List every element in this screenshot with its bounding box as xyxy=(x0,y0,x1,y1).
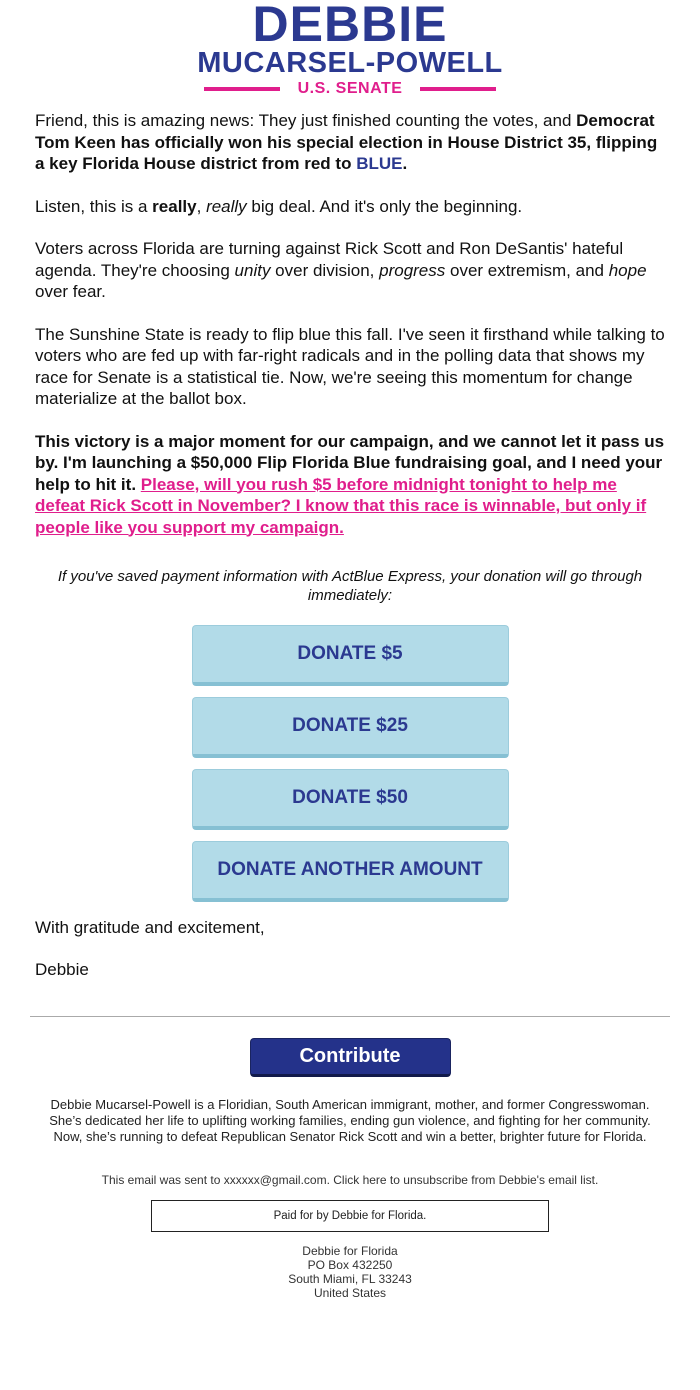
contribute-row xyxy=(0,1038,700,1077)
footer-divider xyxy=(30,1016,670,1017)
address-line-2: PO Box 432250 xyxy=(307,1258,393,1272)
logo-first-name: DEBBIE xyxy=(252,0,448,52)
paragraph-5 xyxy=(35,431,665,539)
paragraph-1 xyxy=(35,110,665,175)
donate-50-button[interactable]: DONATE $50 xyxy=(192,769,509,830)
closing-line: With gratitude and excitement, xyxy=(35,918,265,937)
p3-text-3: over extremism, and xyxy=(445,260,609,280)
address-line-4: United States xyxy=(313,1286,387,1300)
p1-blue-word: BLUE xyxy=(356,154,403,173)
p1-period: . xyxy=(402,154,408,173)
logo-rule-right xyxy=(420,87,496,91)
paragraph-2 xyxy=(35,196,665,218)
candidate-bio: Debbie Mucarsel-Powell is a Floridian, South American immigrant, mother, and former Congresswoman. She’s dedicated her life to uplifting working families, ending gun violence, and fighting for her community. Now, she’s running to defeat Republican Senator Rick Scott and win a better, brighter future for Florida. xyxy=(49,1097,651,1144)
p3-text-2: over division, xyxy=(270,260,380,280)
donate-button-list xyxy=(0,625,700,913)
p2-text-1: Listen, this is a xyxy=(35,196,153,216)
closing xyxy=(0,917,700,980)
p3-italic-1: unity xyxy=(234,260,271,280)
donate-25-button[interactable]: DONATE $25 xyxy=(192,697,509,758)
campaign-logo xyxy=(0,0,700,102)
donate-5-button[interactable]: DONATE $5 xyxy=(192,625,509,686)
unsubscribe-notice[interactable]: This email was sent to xxxxxx@gmail.com. Click here to unsubscribe from Debbie's email list. xyxy=(101,1173,599,1187)
p2-bold: really xyxy=(152,196,197,216)
logo-office xyxy=(204,79,496,97)
p2-text-3: big deal. And it's only the beginning. xyxy=(246,196,523,216)
p1-bold: Democrat Tom Keen has officially won his special election in House District 35, flipping a key Florida House district from red to xyxy=(35,111,658,173)
p5-bold: This victory is a major moment for our campaign, and we cannot let it pass us by. I'm launching a $50,000 Flip Florida Blue fundraising goal, and I need your help to hit it. xyxy=(35,431,665,494)
paragraph-4: The Sunshine State is ready to flip blue this fall. I've seen it firsthand while talking to voters who are fed up with far-right radicals and in the polling data that shows my race for Senate is a statistical tie. Now, we're seeing this momentum for change materialize at the ballot box. xyxy=(35,324,665,408)
actblue-express-note: If you've saved payment information with ActBlue Express, your donation will go through immediately: xyxy=(57,568,643,604)
mailing-address xyxy=(0,1244,700,1300)
paid-for-disclaimer: Paid for by Debbie for Florida. xyxy=(151,1200,549,1232)
p3-text-1: Voters across Florida are turning against Rick Scott and Ron DeSantis' hateful agenda. They're choosing xyxy=(35,239,624,280)
p1-text: Friend, this is amazing news: They just finished counting the votes, and xyxy=(35,111,577,130)
address-line-3: South Miami, FL 33243 xyxy=(288,1272,412,1286)
logo-office-text: U.S. SENATE xyxy=(297,80,403,97)
p3-italic-3: hope xyxy=(608,260,647,280)
p3-italic-2: progress xyxy=(379,260,446,280)
donate-other-amount-button[interactable]: DONATE ANOTHER AMOUNT xyxy=(192,841,509,902)
p2-italic: really xyxy=(206,196,247,216)
address-line-1: Debbie for Florida xyxy=(302,1244,398,1258)
email-body xyxy=(0,110,700,538)
donate-ask-link[interactable]: Please, will you rush $5 before midnight tonight to help me defeat Rick Scott in November? I know that this race is winnable, but only if people like you support my campaign. xyxy=(35,474,647,537)
contribute-button[interactable]: Contribute xyxy=(250,1038,451,1077)
p3-text-4: over fear. xyxy=(35,282,106,301)
signature: Debbie xyxy=(35,960,89,979)
paragraph-3 xyxy=(35,238,665,303)
p2-text-2: , xyxy=(196,196,207,216)
logo-last-name: MUCARSEL-POWELL xyxy=(197,47,503,79)
